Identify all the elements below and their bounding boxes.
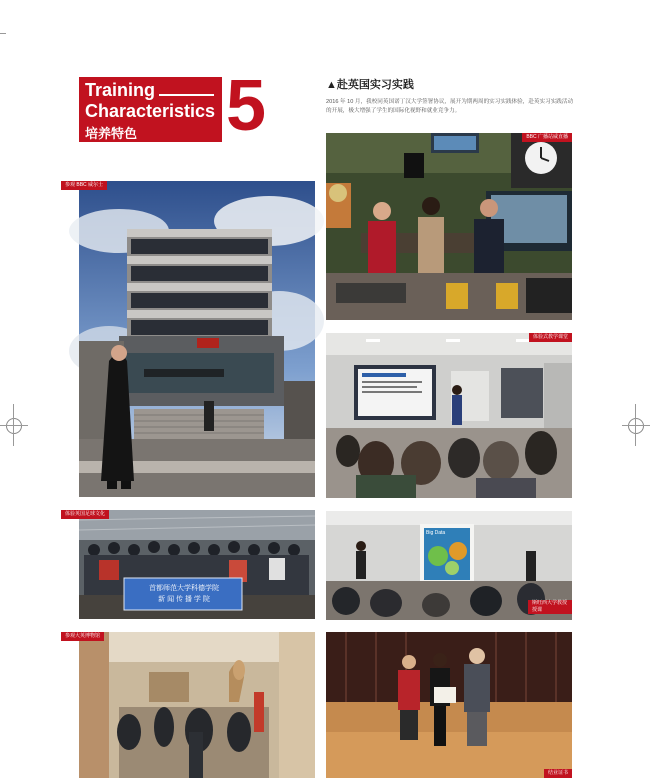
registration-line-right-v xyxy=(635,404,636,446)
photo-certificate xyxy=(326,632,572,778)
section-heading: ▲赴英国实习实践 xyxy=(326,79,414,91)
title-zh: 培养特色 xyxy=(85,126,138,141)
section-number: 5 xyxy=(226,66,267,146)
registration-line-left-v xyxy=(13,404,14,446)
photo-tag: BBC 广播站威直播 xyxy=(522,133,572,142)
photo-tag: 参观 BBC 威尔士 xyxy=(61,181,107,190)
seminar-slide-title: Big Data xyxy=(426,530,446,536)
title-underline xyxy=(159,94,214,96)
group-banner-line-2: 新 闻 传 播 学 院 xyxy=(158,596,210,603)
photo-seminar xyxy=(326,511,572,620)
crop-mark xyxy=(0,33,6,34)
photo-bbc-building xyxy=(65,181,315,497)
photo-tag: 参观大英博物馆 xyxy=(61,632,104,641)
photo-lecture xyxy=(326,333,572,498)
group-banner-line-1: 首都师范大学科德学院 xyxy=(149,585,219,592)
photo-museum xyxy=(65,632,315,778)
photo-bbc-studio xyxy=(326,133,572,320)
registration-mark-right xyxy=(628,418,644,434)
registration-line-left xyxy=(0,425,28,426)
registration-line-right xyxy=(622,425,650,426)
section-intro: 2016 年 10 月，我校同英国诺丁汉大学签署协议，展开为期两周的实习实践体验，赴英实习实践活动的开展，极大增强了学生的国际化视野和就业竞争力。 xyxy=(326,99,574,114)
registration-mark-left xyxy=(6,418,22,434)
title-en-line-1: Training xyxy=(85,80,156,100)
photo-tag: 结业证书 xyxy=(544,769,572,778)
photo-tag: 斯旺西大学教授授课 xyxy=(528,600,572,614)
section-title-box xyxy=(79,77,222,142)
photo-tag: 体验式教学课堂 xyxy=(529,333,572,342)
title-en-line-2: Characteristics xyxy=(85,101,216,121)
photo-tag: 体验英国足球文化 xyxy=(61,510,109,519)
photo-group xyxy=(65,510,315,619)
